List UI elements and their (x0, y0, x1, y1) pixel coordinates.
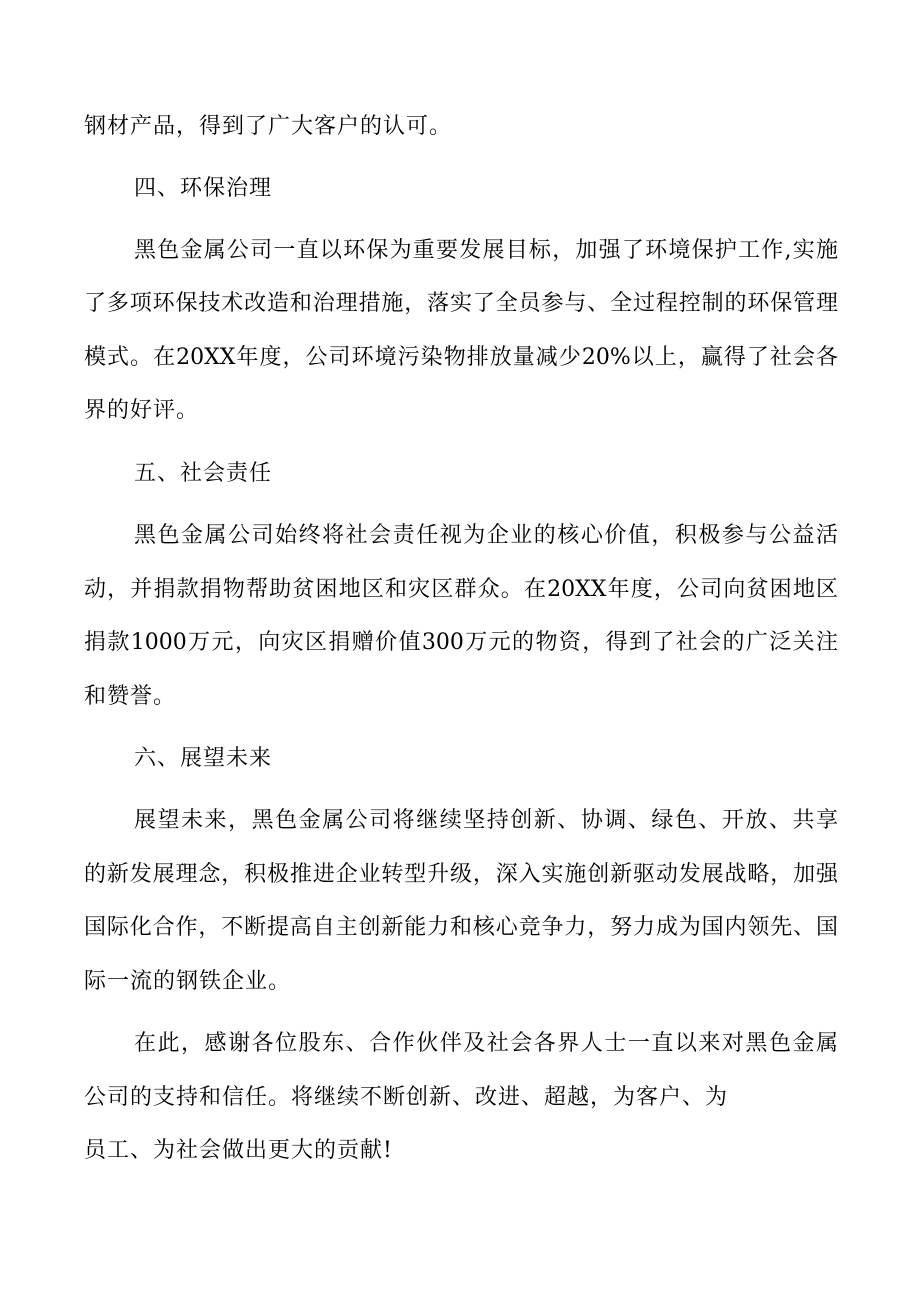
paragraph-line: 际一流的钢铁企业。 (84, 969, 292, 994)
paragraph-line: 的新发展理念，积极推进企业转型升级，深入实施创新驱动发展战略，加强 (84, 862, 838, 887)
section-heading-environment: 四、环保治理 (134, 176, 273, 201)
paragraph-line: 在此，感谢各位股东、合作伙伴及社会各界人士一直以来对黑色金属 (134, 1031, 838, 1056)
paragraph-line: 钢材产品，得到了广大客户的认可。 (84, 114, 453, 139)
paragraph-line: 国际化合作，不断提高自主创新能力和核心竞争力，努力成为国内领先、国 (84, 915, 838, 940)
paragraph-line: 黑色金属公司一直以环保为重要发展目标，加强了环境保护工作,实施 (134, 238, 838, 263)
section-heading-outlook: 六、展望未来 (134, 746, 273, 771)
paragraph-line: 黑色金属公司始终将社会责任视为企业的核心价值，积极参与公益活 (134, 523, 838, 548)
paragraph-line: 展望未来，黑色金属公司将继续坚持创新、协调、绿色、开放、共享 (134, 808, 838, 833)
paragraph-line: 员工、为社会做出更大的贡献! (84, 1138, 393, 1163)
paragraph-line: 模式。在20XX年度，公司环境污染物排放量减少20%以上，赢得了社会各 (84, 345, 838, 370)
paragraph-line: 和赞誉。 (84, 684, 177, 709)
section-heading-social-responsibility: 五、社会责任 (134, 461, 273, 486)
paragraph-line: 界的好评。 (84, 398, 200, 423)
paragraph-line: 动，并捐款捐物帮助贫困地区和灾区群众。在20XX年度，公司向贫困地区 (84, 577, 838, 602)
paragraph-line: 了多项环保技术改造和治理措施，落实了全员参与、全过程控制的环保管理 (84, 291, 838, 316)
paragraph-line: 捐款1000万元，向灾区捐赠价值300万元的物资，得到了社会的广泛关注 (84, 630, 838, 655)
paragraph-line: 公司的支持和信任。将继续不断创新、改进、超越，为客户、为 (84, 1085, 729, 1110)
